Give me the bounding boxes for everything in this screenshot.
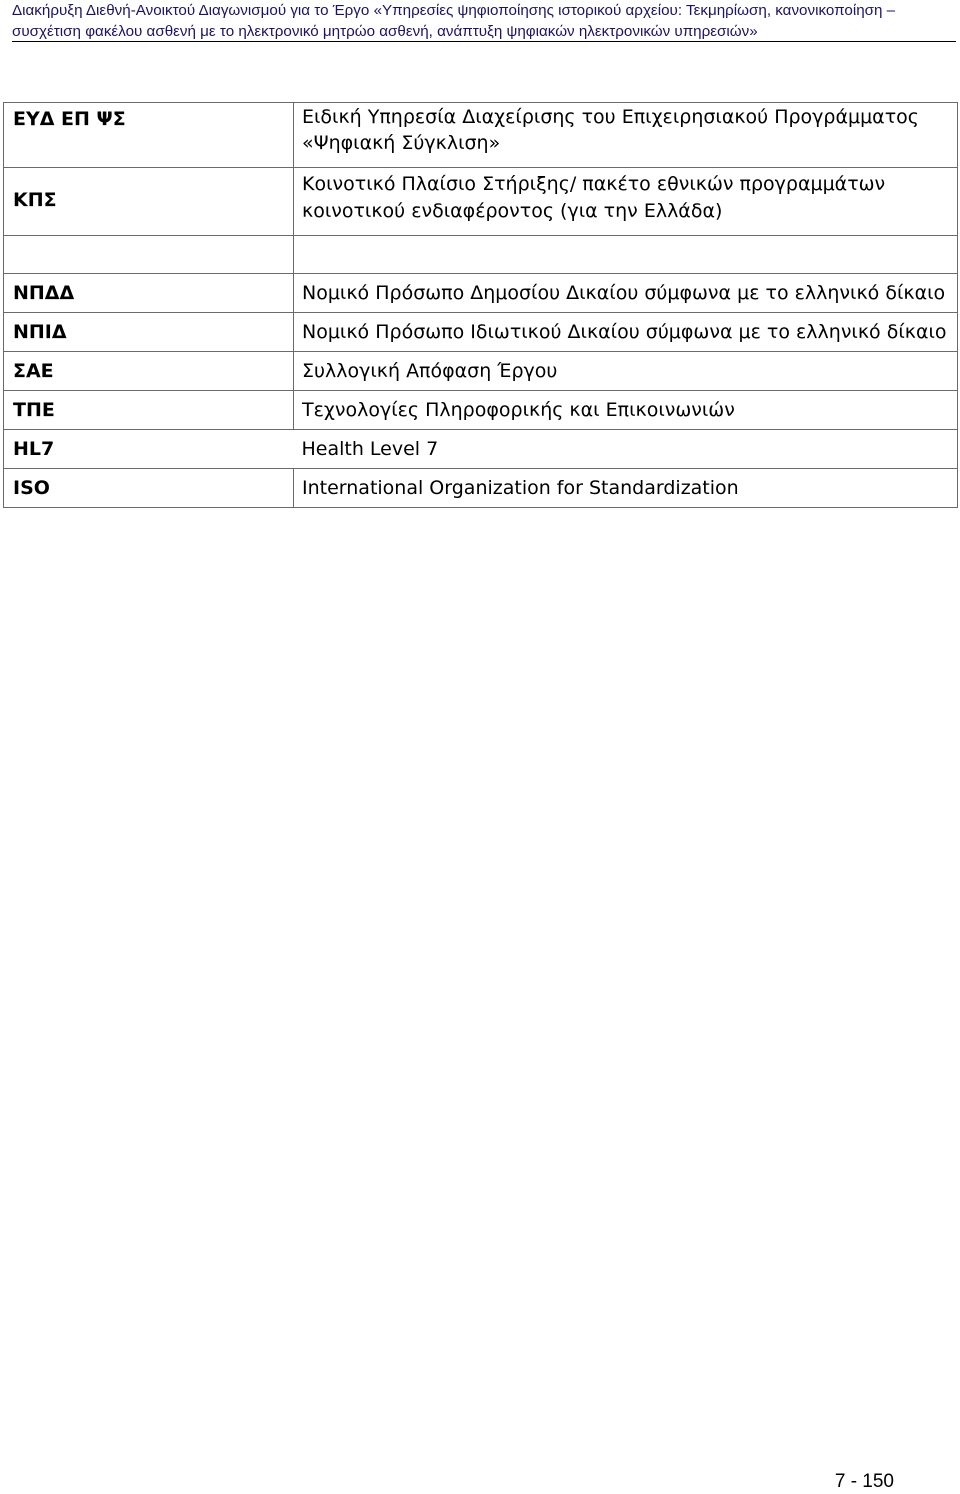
- abbreviation-term: ΝΠΙΔ: [4, 313, 294, 352]
- definition-line: Κοινοτικό Πλαίσιο Στήριξης/ πακέτο εθνικών προγραμμάτων: [302, 173, 886, 195]
- abbreviation-definition: Νομικό Πρόσωπο Δημοσίου Δικαίου σύμφωνα με το ελληνικό δίκαιο: [294, 274, 958, 313]
- abbreviation-term: ΚΠΣ: [4, 168, 294, 236]
- definition-line: Ειδική Υπηρεσία Διαχείρισης του Επιχειρησιακού Προγράμματος: [302, 106, 919, 128]
- table-row: [4, 274, 958, 313]
- table-row: [4, 430, 958, 469]
- table-row: [4, 352, 958, 391]
- definition-line: κοινοτικού ενδιαφέροντος (για την Ελλάδα): [302, 200, 723, 222]
- abbreviation-term: ISO: [4, 469, 294, 508]
- abbreviation-term: ΝΠΔΔ: [4, 274, 294, 313]
- abbreviation-definition: Συλλογική Απόφαση Έργου: [294, 352, 958, 391]
- definition-line: «Ψηφιακή Σύγκλιση»: [302, 132, 501, 154]
- table-row: [4, 168, 958, 236]
- table-row: [4, 103, 958, 168]
- page-header: [12, 0, 956, 42]
- header-divider: [12, 41, 956, 42]
- abbreviation-term: ΕΥΔ ΕΠ ΨΣ: [4, 103, 294, 168]
- table-row-empty: [4, 236, 958, 274]
- header-line-2: συσχέτιση φακέλου ασθενή με το ηλεκτρονικό μητρώο ασθενή, ανάπτυξη ψηφιακών ηλεκτρονικών υπηρεσιών»: [12, 23, 758, 40]
- abbreviation-term: ΣΑΕ: [4, 352, 294, 391]
- empty-cell: [294, 236, 958, 274]
- page-number: 7 - 150: [834, 1471, 894, 1492]
- table-row: [4, 469, 958, 508]
- abbreviation-definition: [294, 103, 958, 168]
- abbreviation-definition: Health Level 7: [294, 430, 958, 469]
- abbreviation-term: HL7: [4, 430, 294, 469]
- header-line-1: Διακήρυξη Διεθνή-Ανοικτού Διαγωνισμού για το Έργο «Υπηρεσίες ψηφιοποίησης ιστορικού αρχείου: Τεκμηρίωση, κανονικοποίηση –: [12, 2, 896, 19]
- empty-cell: [4, 236, 294, 274]
- abbreviation-definition: [294, 168, 958, 236]
- abbreviation-definition: International Organization for Standardization: [294, 469, 958, 508]
- abbreviation-definition: Νομικό Πρόσωπο Ιδιωτικού Δικαίου σύμφωνα με το ελληνικό δίκαιο: [294, 313, 958, 352]
- table-row: [4, 391, 958, 430]
- abbreviation-term: ΤΠΕ: [4, 391, 294, 430]
- table-row: [4, 313, 958, 352]
- abbreviations-table: [3, 102, 958, 508]
- abbreviation-definition: Τεχνολογίες Πληροφορικής και Επικοινωνιών: [294, 391, 958, 430]
